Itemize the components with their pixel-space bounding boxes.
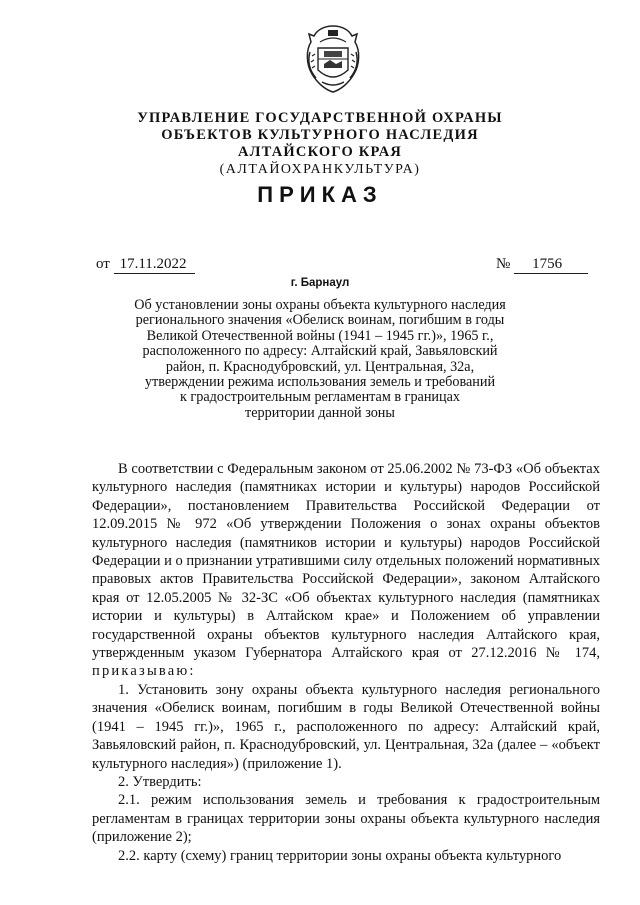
item-2-1-paragraph: 2.1. режим использования земель и требования к градостроительным регламентам в границах территории зоны охраны объекта культурного наследия (приложение 2); [92,792,600,846]
order-subject [110,298,530,421]
organization-header [0,110,640,178]
date-block [96,256,195,274]
order-body [92,460,600,865]
subject-line: Великой Отечественной войны (1941 – 1945 гг.)», 1965 г., [146,327,494,344]
item-2-paragraph: 2. Утвердить: [118,773,202,790]
preamble-paragraph [92,460,600,681]
subject-line: расположенного по адресу: Алтайский край, Завьяловский [142,343,498,360]
item-1-paragraph: 1. Установить зону охраны объекта культурного наследия регионального значения «Обелиск воинам, погибшим в годы Великой Отечественной войны (1941 – 1945 гг.)», 1965 г., расположенного по адресу: Алтайский край, Завьяловский район, п. Краснодубровский, ул. Центральная, 32а (далее – «объект культурного наследия») (приложение 1). [92,681,600,772]
altai-krai-emblem-icon [302,22,364,94]
subject-line: Об установлении зоны охраны объекта культурного наследия [134,297,506,313]
date-prefix: от [96,256,110,272]
subject-line: район, п. Краснодубровский, ул. Центральная, 32а, [165,358,475,375]
preamble-text: В соответствии с Федеральным законом от 25.06.2002 № 73-ФЗ «Об объектах культурного наследия (памятниках истории и культуры) народов Российской Федерации», постановлением Правительства Российской Федерации от 12.09.2015 № 972 «Об утверждении Положения о зонах охраны объектов культурного наследия (памятников истории и культуры) народов Российской Федерации и о признании утратившими силу отдельных положений нормативных правовых актов Правительства Российской Федерации», законом Алтайского края от 12.05.2005 № 32-ЗС «Об объектах культурного наследия (памятниках истории и культуры) в Алтайском крае» и Положением об управлении государственной охраны объектов культурного наследия Алтайского края, утвержденным указом Губернатора Алтайского края от 27.12.2016 № 174, [92,461,600,662]
header-line-1: УПРАВЛЕНИЕ ГОСУДАРСТВЕННОЙ ОХРАНЫ [137,110,503,126]
number-block [496,256,588,274]
city-label: г. Барнаул [290,277,350,289]
document-date: 17.11.2022 [114,256,195,274]
document-type-title: ПРИКАЗ [257,182,383,207]
header-line-2: ОБЪЕКТОВ КУЛЬТУРНОГО НАСЛЕДИЯ [161,127,479,143]
subject-line: утверждении режима использования земель и требований [144,374,496,391]
item-2-2-paragraph: 2.2. карту (схему) границ территории зоны охраны объекта культурного [118,847,562,864]
subject-line: к градостроительным регламентам в границах [179,389,461,406]
header-abbreviation: (АЛТАЙОХРАНКУЛЬТУРА) [219,162,421,177]
number-prefix: № [496,256,511,272]
header-line-3: АЛТАЙСКОГО КРАЯ [237,144,403,160]
subject-line: территории данной зоны [245,404,395,421]
subject-line: регионального значения «Обелиск воинам, погибшим в годы [135,312,505,329]
order-word: приказываю: [92,663,196,680]
document-number: 1756 [514,256,588,274]
